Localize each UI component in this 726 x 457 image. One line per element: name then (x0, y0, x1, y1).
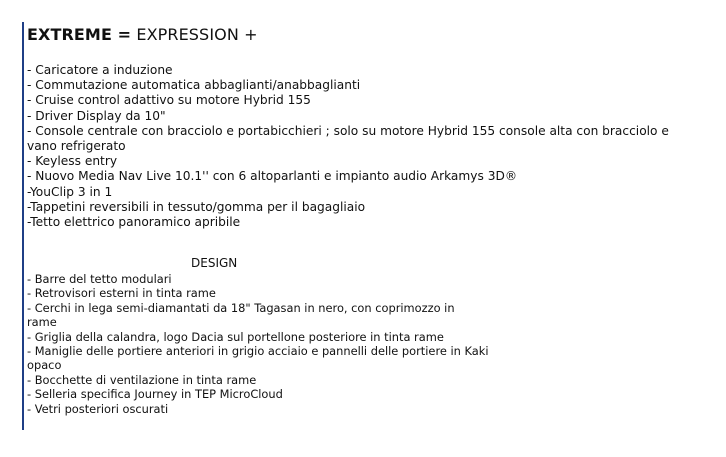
list-item: - Maniglie delle portiere anteriori in grigio acciaio e pannelli delle portiere in Kaki (27, 344, 489, 359)
feature-list (27, 63, 669, 230)
page-heading (27, 25, 258, 44)
list-item: - Griglia della calandra, logo Dacia sul portellone posteriore in tinta rame (27, 329, 444, 344)
list-item: - Caricatore a induzione (27, 63, 173, 77)
list-item: - Cruise control adattivo su motore Hybrid 155 (27, 93, 311, 108)
list-item: - Barre del tetto modulari (27, 272, 172, 286)
design-list (27, 272, 489, 416)
list-item: - Keyless entry (27, 154, 118, 169)
design-section-title: DESIGN (191, 256, 238, 270)
heading-bold: EXTREME = (27, 25, 132, 44)
list-item: vano refrigerato (27, 139, 126, 154)
list-item: - Nuovo Media Nav Live 10.1'' con 6 altoparlanti e impianto audio Arkamys 3D® (27, 169, 518, 184)
list-item: - Console centrale con bracciolo e portabicchieri ; solo su motore Hybrid 155 console alta con bracciolo e (27, 123, 669, 138)
list-item: - Commutazione automatica abbaglianti/anabbaglianti (27, 78, 361, 93)
list-item: -Tappetini reversibili in tessuto/gomma per il bagagliaio (27, 199, 366, 214)
list-item: - Retrovisori esterni in tinta rame (27, 286, 216, 301)
list-item: - Vetri posteriori oscurati (27, 401, 169, 416)
heading-rest: EXPRESSION + (131, 25, 258, 44)
list-item: - Selleria specifica Journey in TEP MicroCloud (27, 387, 283, 402)
list-item: opaco (27, 358, 62, 373)
list-item: - Driver Display da 10" (27, 108, 166, 123)
list-item: rame (27, 315, 57, 330)
list-item: -YouClip 3 in 1 (27, 184, 113, 199)
list-item: - Cerchi in lega semi-diamantati da 18" Tagasan in nero, con coprimozzo in (27, 300, 455, 315)
list-item: - Bocchette di ventilazione in tinta rame (27, 372, 257, 387)
left-accent-bar (22, 22, 24, 430)
list-item: -Tetto elettrico panoramico apribile (27, 215, 241, 230)
